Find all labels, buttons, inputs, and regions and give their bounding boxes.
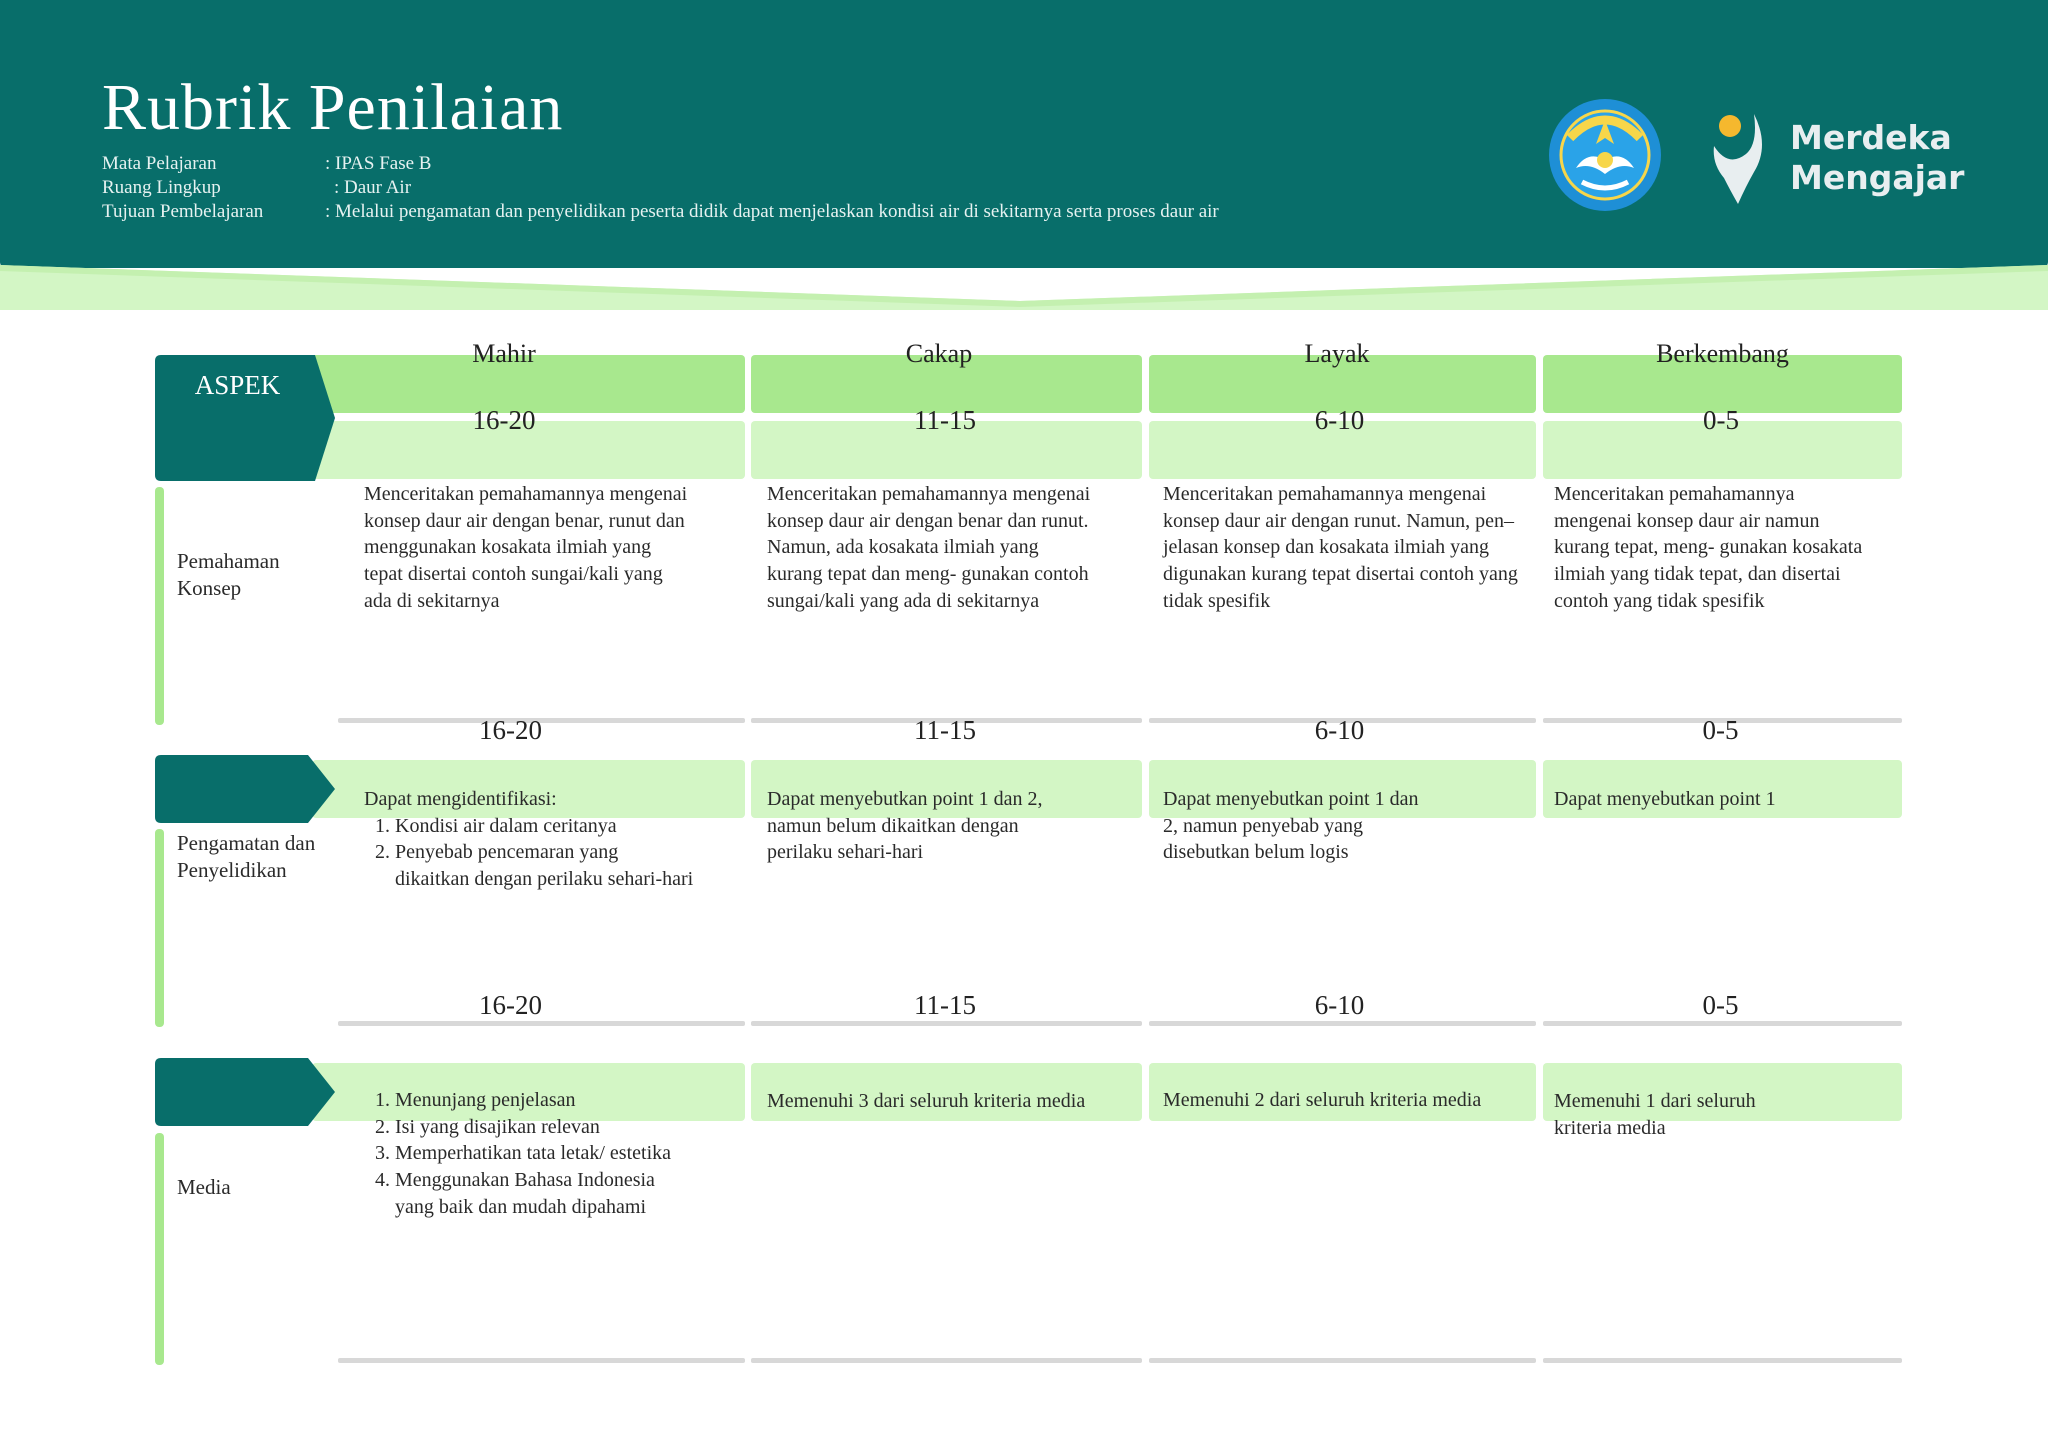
row-2-score-mahir: 16-20 xyxy=(479,715,542,745)
meta-label-objective: Tujuan Pembelajaran xyxy=(102,201,264,222)
criteria-item: 1. Menunjang penjelasan xyxy=(395,1087,674,1114)
row-3-divider-mahir xyxy=(338,1358,745,1363)
row-3-score-cakap: 11-15 xyxy=(914,990,976,1020)
row-2-score-cakap: 11-15 xyxy=(914,715,976,745)
cell-pemahaman-berkembang: Menceritakan pemahamannya mengenai konsep daur air namun kurang tepat, meng- gunakan kosakata ilmiah yang tidak tepat, dan disertai contoh yang tidak spesifik xyxy=(1554,483,1863,612)
level-name-berkembang: Berkembang xyxy=(1656,339,1789,368)
header-stripe xyxy=(0,265,2048,310)
criteria-item: 1. Kondisi air dalam ceritanya xyxy=(395,813,694,840)
cell-media-cakap: Memenuhi 3 dari seluruh kriteria media xyxy=(767,1090,1086,1112)
level-name-cakap: Cakap xyxy=(905,339,973,368)
criteria-item: 3. Memperhatikan tata letak/ estetika xyxy=(395,1140,674,1167)
level-score-mahir: 16-20 xyxy=(472,405,536,435)
cell-pengamatan-berkembang: Dapat menyebutkan point 1 xyxy=(1554,788,1776,810)
aspect-header-label: ASPEK xyxy=(194,370,281,400)
meta-value-objective: : Melalui pengamatan dan penyelidikan peserta didik dapat menjelaskan kondisi air di sekitarnya serta proses daur air xyxy=(325,201,1219,222)
kemdikbud-logo xyxy=(1548,98,1662,212)
cell-pemahaman-mahir: Menceritakan pemahamannya mengenai konsep daur air dengan benar, runut dan menggunakan kosakata ilmiah yang tepat disertai contoh sungai/kali yang ada di sekitarnya xyxy=(364,483,688,612)
wordmark-line-1: Merdeka xyxy=(1790,118,1952,157)
merdeka-mengajar-wordmark xyxy=(1790,118,1964,198)
level-score-berkembang: 0-5 xyxy=(1703,405,1739,435)
criteria-item: 2. Isi yang disajikan relevan xyxy=(395,1114,674,1141)
cell-pengamatan-mahir-intro: Dapat mengidentifikasi: xyxy=(364,788,557,810)
row-3-divider-cakap xyxy=(751,1358,1142,1363)
row-3-tab xyxy=(155,1058,335,1126)
cell-media-mahir xyxy=(364,1087,674,1221)
row-2-divider-mahir xyxy=(338,1021,745,1026)
row-3-divider-berkembang xyxy=(1543,1358,1902,1363)
cell-pengamatan-mahir xyxy=(364,786,694,893)
level-name-mahir: Mahir xyxy=(472,339,536,368)
criteria-item: 2. Penyebab pencemaran yang dikaitkan dengan perilaku sehari-hari xyxy=(395,839,694,892)
aspect-media: Media xyxy=(177,1175,231,1199)
row-2-divider-layak xyxy=(1149,1021,1536,1026)
level-score-layak: 6-10 xyxy=(1314,405,1365,435)
cell-pemahaman-cakap: Menceritakan pemahamannya mengenai konsep daur air dengan benar dan runut. Namun, ada kosakata ilmiah yang kurang tepat dan meng- gunakan contoh sungai/kali yang ada di sekitarnya xyxy=(767,483,1091,612)
row-2-score-layak: 6-10 xyxy=(1314,715,1365,745)
page-title: Rubrik Penilaian xyxy=(102,71,564,144)
row-2-divider-berkembang xyxy=(1543,1021,1902,1026)
merdeka-mengajar-icon xyxy=(1706,106,1766,206)
row-1-side-bar xyxy=(155,487,164,725)
meta-value-scope: : Daur Air xyxy=(334,177,412,198)
row-3-divider-layak xyxy=(1149,1358,1536,1363)
row-2-tab xyxy=(155,755,335,823)
aspect-pengamatan: Pengamatan dan Penyelidikan xyxy=(177,831,316,882)
row-3-score-mahir: 16-20 xyxy=(479,990,542,1020)
row-2-divider-cakap xyxy=(751,1021,1142,1026)
row-3-score-layak: 6-10 xyxy=(1314,990,1365,1020)
aspect-pemahaman-konsep: Pemahaman Konsep xyxy=(177,549,280,600)
row-2-score-berkembang: 0-5 xyxy=(1702,715,1739,745)
cell-pemahaman-layak: Menceritakan pemahamannya mengenai konsep daur air dengan runut. Namun, pen– jelasan konsep dan kosakata ilmiah yang digunakan kurang tepat disertai contoh yang tidak spesifik xyxy=(1163,483,1518,612)
level-name-layak: Layak xyxy=(1304,339,1370,368)
criteria-item: 4. Menggunakan Bahasa Indonesia yang baik dan mudah dipahami xyxy=(395,1167,674,1220)
meta-label-subject: Mata Pelajaran xyxy=(102,153,217,174)
meta-label-scope: Ruang Lingkup xyxy=(102,177,221,198)
wordmark-line-2: Mengajar xyxy=(1790,158,1965,197)
row-3-side-bar xyxy=(155,1133,164,1365)
cell-pengamatan-cakap: Dapat menyebutkan point 1 dan 2, namun belum dikaitkan dengan perilaku sehari-hari xyxy=(767,788,1043,864)
cell-media-layak: Memenuhi 2 dari seluruh kriteria media xyxy=(1163,1089,1482,1111)
cell-pengamatan-layak: Dapat menyebutkan point 1 dan 2, namun penyebab yang disebutkan belum logis xyxy=(1163,788,1419,864)
level-score-cakap: 11-15 xyxy=(914,405,976,435)
meta-value-subject: : IPAS Fase B xyxy=(325,153,432,174)
cell-media-berkembang: Memenuhi 1 dari seluruh kriteria media xyxy=(1554,1090,1756,1139)
row-2-side-bar xyxy=(155,829,164,1027)
row-3-score-berkembang: 0-5 xyxy=(1702,990,1739,1020)
